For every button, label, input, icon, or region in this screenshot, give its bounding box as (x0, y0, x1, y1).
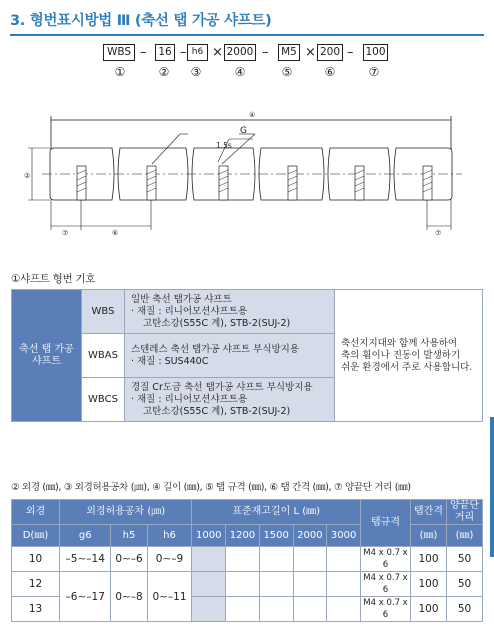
col-len-1200: 1200 (226, 525, 260, 547)
desc-line: 고탄소강(S55C 계), STB-2(SUJ-2) (142, 405, 291, 417)
len-cell (293, 547, 327, 572)
shaft-code: WBAS (82, 334, 125, 378)
len-cell (327, 597, 361, 622)
len-cell (226, 597, 260, 622)
code-tap: M5 (278, 44, 300, 61)
col-len-2000: 2000 (293, 525, 327, 547)
dim-diameter-label: ② (24, 172, 31, 180)
code-tolerance: h6 (187, 44, 208, 61)
spec-table (11, 499, 483, 622)
dim-length-label: ④ (249, 111, 256, 119)
shaft-desc (124, 334, 334, 378)
col-h5: h5 (111, 525, 147, 547)
shaft-code: WBCS (82, 378, 125, 422)
col-pitch: 탭간격 (411, 500, 447, 525)
code-series: WBS (103, 44, 135, 61)
pitch-cell: 100 (411, 597, 447, 622)
col-len-1500: 1500 (259, 525, 293, 547)
col-od-unit: D(㎜) (12, 525, 60, 547)
end-cell: 50 (447, 597, 483, 622)
dim-g-label: G (240, 126, 247, 136)
code-separator: – (262, 45, 269, 60)
dim-chamfer-label: 1.5s (216, 141, 232, 150)
note-line: 쉬운 환경에서 주로 사용합니다. (340, 361, 473, 373)
group-label: 축선 탭 가공 샤프트 (12, 290, 82, 422)
len-cell (293, 572, 327, 597)
len-cell (327, 572, 361, 597)
code-num: ④ (234, 65, 246, 79)
g6-cell: –5∼–14 (60, 547, 111, 572)
tap-cell: M4 x 0.7 x 6 (361, 572, 411, 597)
col-len-3000: 3000 (327, 525, 361, 547)
desc-line: · 재질 : 리니어모션샤프트용 (130, 393, 248, 405)
code-separator: – (140, 45, 147, 60)
code-separator: × (212, 45, 223, 60)
code-pitch: 200 (317, 44, 343, 61)
page-title: 3. 형번표시방법 Ⅲ (축선 탭 가공 샤프트) (10, 13, 272, 29)
pitch-cell: 100 (411, 572, 447, 597)
note-line: 축의 휨이나 진동이 발생하기 (340, 349, 461, 361)
len-cell (259, 572, 293, 597)
code-num: ① (114, 65, 126, 79)
col-end-unit: (㎜) (447, 525, 483, 547)
od-cell: 13 (12, 597, 60, 622)
h5-cell: 0∼–8 (111, 572, 147, 622)
shaft-desc (124, 378, 334, 422)
desc-line: 일반 축선 탭가공 샤프트 (130, 293, 232, 305)
col-g6: g6 (60, 525, 111, 547)
desc-line: 경질 Cr도금 축선 탭가공 샤프트 부식방지용 (130, 381, 313, 393)
len-cell (192, 597, 226, 622)
len-cell (293, 597, 327, 622)
usage-note (334, 290, 482, 422)
code-separator: × (305, 45, 316, 60)
col-h6: h6 (147, 525, 192, 547)
table-row (12, 547, 483, 572)
len-cell (192, 547, 226, 572)
desc-line: 고탄소강(S55C 계), STB-2(SUJ-2) (142, 317, 291, 329)
desc-line: 스텐레스 축선 탭가공 샤프트 부식방지용 (130, 343, 300, 355)
dim-left-end-label: ⑦ (62, 229, 69, 237)
col-tolerance: 외경허용공차 (㎛) (60, 500, 192, 525)
od-cell: 12 (12, 572, 60, 597)
desc-line: · 재질 : 리니어모션샤프트용 (130, 305, 248, 317)
col-len-1000: 1000 (192, 525, 226, 547)
len-cell (192, 572, 226, 597)
code-num: ② (158, 65, 170, 79)
h6-cell: 0∼–11 (147, 572, 192, 622)
desc-line: · 재질 : SUS440C (130, 355, 209, 367)
code-diameter: 16 (155, 44, 175, 61)
col-end: 양끝단 거리 (447, 500, 483, 525)
tap-cell: M4 x 0.7 x 6 (361, 547, 411, 572)
shaft-desc (124, 290, 334, 334)
dim-right-end-label: ⑦ (435, 229, 442, 237)
g6-cell: –6∼–17 (60, 572, 111, 622)
code-num: ⑦ (368, 65, 380, 79)
dim-pitch-label: ⑥ (112, 229, 119, 237)
section1-heading: ①샤프트 형번 기호 (11, 273, 96, 285)
code-separator: – (180, 45, 187, 60)
shaft-code-table (11, 289, 483, 422)
len-cell (259, 597, 293, 622)
h6-cell: 0∼–9 (147, 547, 192, 572)
table-row (12, 572, 483, 597)
section2-heading: ② 외경 (㎜), ③ 외경허용공차 (㎛), ④ 길이 (㎜), ⑤ 탭 규격 (㎜), ⑥ 탭 간격 (㎜), ⑦ 양끝단 거리 (㎜) (11, 482, 411, 493)
col-od: 외경 (12, 500, 60, 525)
note-line: 축선지지대와 함께 사용하여 (340, 337, 458, 349)
code-num: ⑤ (281, 65, 293, 79)
shaft-drawing (20, 108, 474, 238)
len-cell (226, 547, 260, 572)
col-length: 표준재고길이 L (㎜) (192, 500, 361, 525)
code-num: ⑥ (324, 65, 336, 79)
col-pitch-unit: (㎜) (411, 525, 447, 547)
end-cell: 50 (447, 572, 483, 597)
col-tap: 탭규격 (361, 500, 411, 547)
len-cell (226, 572, 260, 597)
pitch-cell: 100 (411, 547, 447, 572)
code-num: ③ (190, 65, 202, 79)
shaft-code: WBS (82, 290, 125, 334)
h5-cell: 0∼–6 (111, 547, 147, 572)
tap-cell: M4 x 0.7 x 6 (361, 597, 411, 622)
code-separator: – (347, 45, 354, 60)
code-end: 100 (363, 44, 388, 61)
title-underline (10, 34, 484, 36)
end-cell: 50 (447, 547, 483, 572)
od-cell: 10 (12, 547, 60, 572)
len-cell (259, 547, 293, 572)
len-cell (327, 547, 361, 572)
code-length: 2000 (224, 44, 256, 61)
side-tab-marker (490, 417, 494, 557)
